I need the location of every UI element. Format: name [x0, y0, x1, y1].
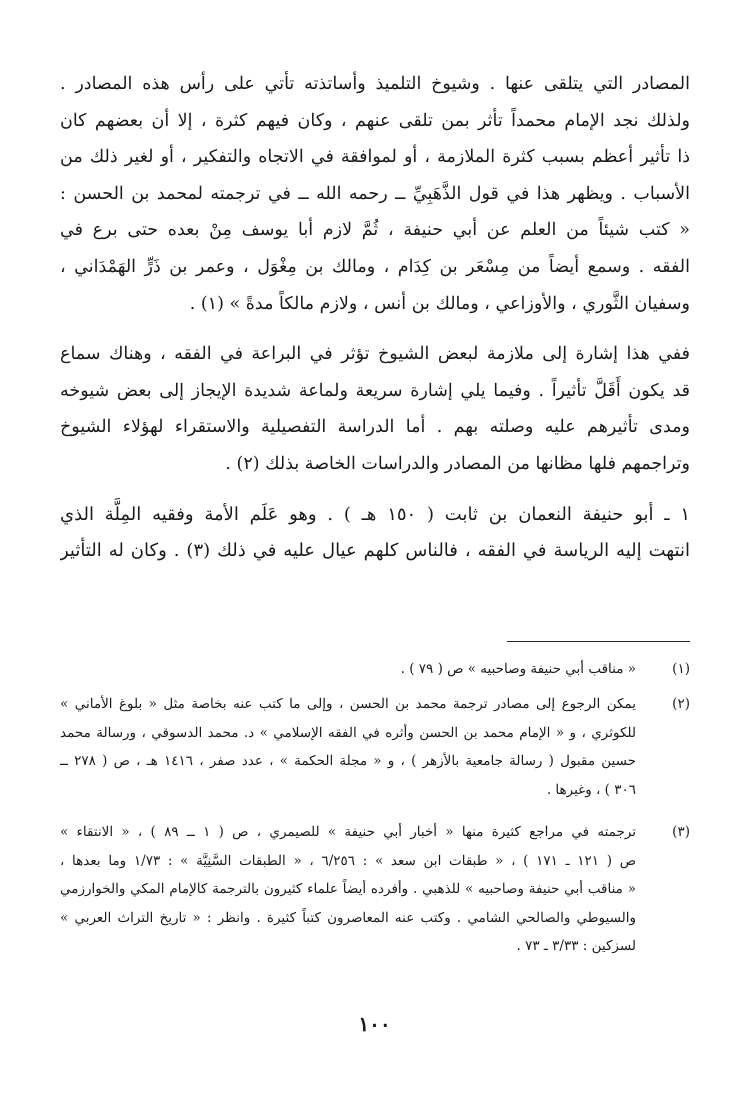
text-line: الفقه . وسمع أيضاً من مِسْعَر بن كِدَام ، ومالك بن مِغْوَل ، وعمر بن ذَرٍّ الهَمْدَاني ، — [60, 256, 690, 277]
text-line: وسفيان الثَّوري ، والأوزاعي ، ومالك بن أنس ، ولازم مالكاً مدةً » (١) . — [189, 293, 690, 314]
text-line: ولذلك نجد الإمام محمداً تأثر بمن تلقى عنهم ، وكان فيهم كثرة ، إلا أن بعضهم كان — [60, 110, 690, 131]
text-line: ففي هذا إشارة إلى ملازمة لبعض الشيوخ تؤثر في البراعة في الفقه ، وهناك سماع — [60, 344, 690, 365]
footnote-line: والسيوطي والصالحي الشامي . وكتب عنه المعاصرون كتباً كثيرة . وانظر : « تاريخ التراث العربي » — [60, 909, 636, 926]
paragraph-teachers-influence — [60, 336, 690, 482]
text-line: « كتب شيئاً من العلم عن أبي حنيفة ، ثُمَّ لازم أبا يوسف مِنْ بعده حتى برع في — [60, 220, 690, 241]
main-text — [60, 66, 690, 570]
page-number: ١٠٠ — [358, 1012, 391, 1036]
footnote-line: ترجمته في مراجع كثيرة منها « أخبار أبي حنيفة » للصيمري ، ص ( ١ ــ ٨٩ ) ، « الانتقاء » — [60, 824, 636, 840]
footnote-line: ص ( ١٢١ ـ ١٧١ ) ، « طبقات ابن سعد » : ٦/٢٥٦ ، « الطبقات السَّنِيَّة » : ١/٧٣ وما بعدها ، — [60, 852, 636, 869]
text-line: ذا تأثير أعظم بسبب كثرة الملازمة ، أو لموافقة في الاتجاه والتفكير ، أو لغير ذلك من — [60, 147, 690, 168]
text-line: قد يكون أَقَلَّ تأثيراً . وفيما يلي إشارة سريعة ولماعة شديدة الإيجاز إلى بعض شيوخه — [60, 380, 690, 401]
footnote-separator — [507, 641, 690, 642]
text-line: الأسباب . ويظهر هذا في قول الذَّهَبِيِّ ــ رحمه الله ــ في ترجمته لمحمد بن الحسن : — [60, 183, 690, 204]
footnote-line: « مناقب أبي حنيفة وصاحبيه » للذهبي . وأفرده أيضاً علماء كثيرون بالترجمة كالإمام المكي والخوارزمي — [60, 881, 636, 897]
text-line: ١ ـ أبو حنيفة النعمان بن ثابت ( ١٥٠ هـ ) . وهو عَلَم الأمة وفقيه المِلَّة الذي — [60, 503, 690, 525]
footnote-line: « مناقب أبي حنيفة وصاحبيه » ص ( ٧٩ ) . — [400, 661, 636, 677]
text-line: ومدى تأثيرهم عليه وصلته بهم . أما الدراسة التفصيلية والاستقراء لهؤلاء الشيوخ — [60, 417, 690, 438]
footnote-line: ٣٠٦ ) ، وغيرها . — [546, 781, 636, 798]
text-line: انتهت إليه الرياسة في الفقه ، فالناس كلهم عيال عليه في ذلك (٣) . وكان له التأثير — [60, 540, 690, 562]
footnote-2 — [60, 690, 690, 804]
paragraph-abu-hanifa — [60, 497, 690, 570]
paragraph-sources — [60, 66, 690, 322]
footnote-number: (٣) — [672, 824, 690, 840]
footnote-1 — [60, 655, 690, 684]
text-line: وتراجمهم فلها مظانها من المصادر والدراسات الخاصة بذلك (٢) . — [225, 453, 690, 474]
text-line: المصادر التي يتلقى عنها . وشيوخ التلميذ وأساتذته تأتي على رأس هذه المصادر . — [60, 74, 690, 94]
footnote-3 — [60, 818, 690, 961]
footnote-line: يمكن الرجوع إلى مصادر ترجمة محمد بن الحسن ، وإلى ما كتب عنه بخاصة مثل « بلوغ الأماني » — [60, 696, 636, 712]
footnote-line: للكوثري ، و « الإمام محمد بن الحسن وأثره في الفقه الإسلامي » د. محمد الدسوقي ، ورسالة محمد — [60, 724, 636, 741]
footnote-line: حسين مقبول ( رسالة جامعية بالأزهر ) ، و « مجلة الحكمة » ، عدد صفر ، ١٤١٦ هـ ، ص ( ٢٧٨ ــ — [60, 753, 636, 769]
footnote-number: (٢) — [672, 696, 690, 712]
footnote-line: لسزكين : ٣/٣٣ ـ ٧٣ . — [516, 938, 636, 954]
footnote-number: (١) — [672, 661, 690, 677]
